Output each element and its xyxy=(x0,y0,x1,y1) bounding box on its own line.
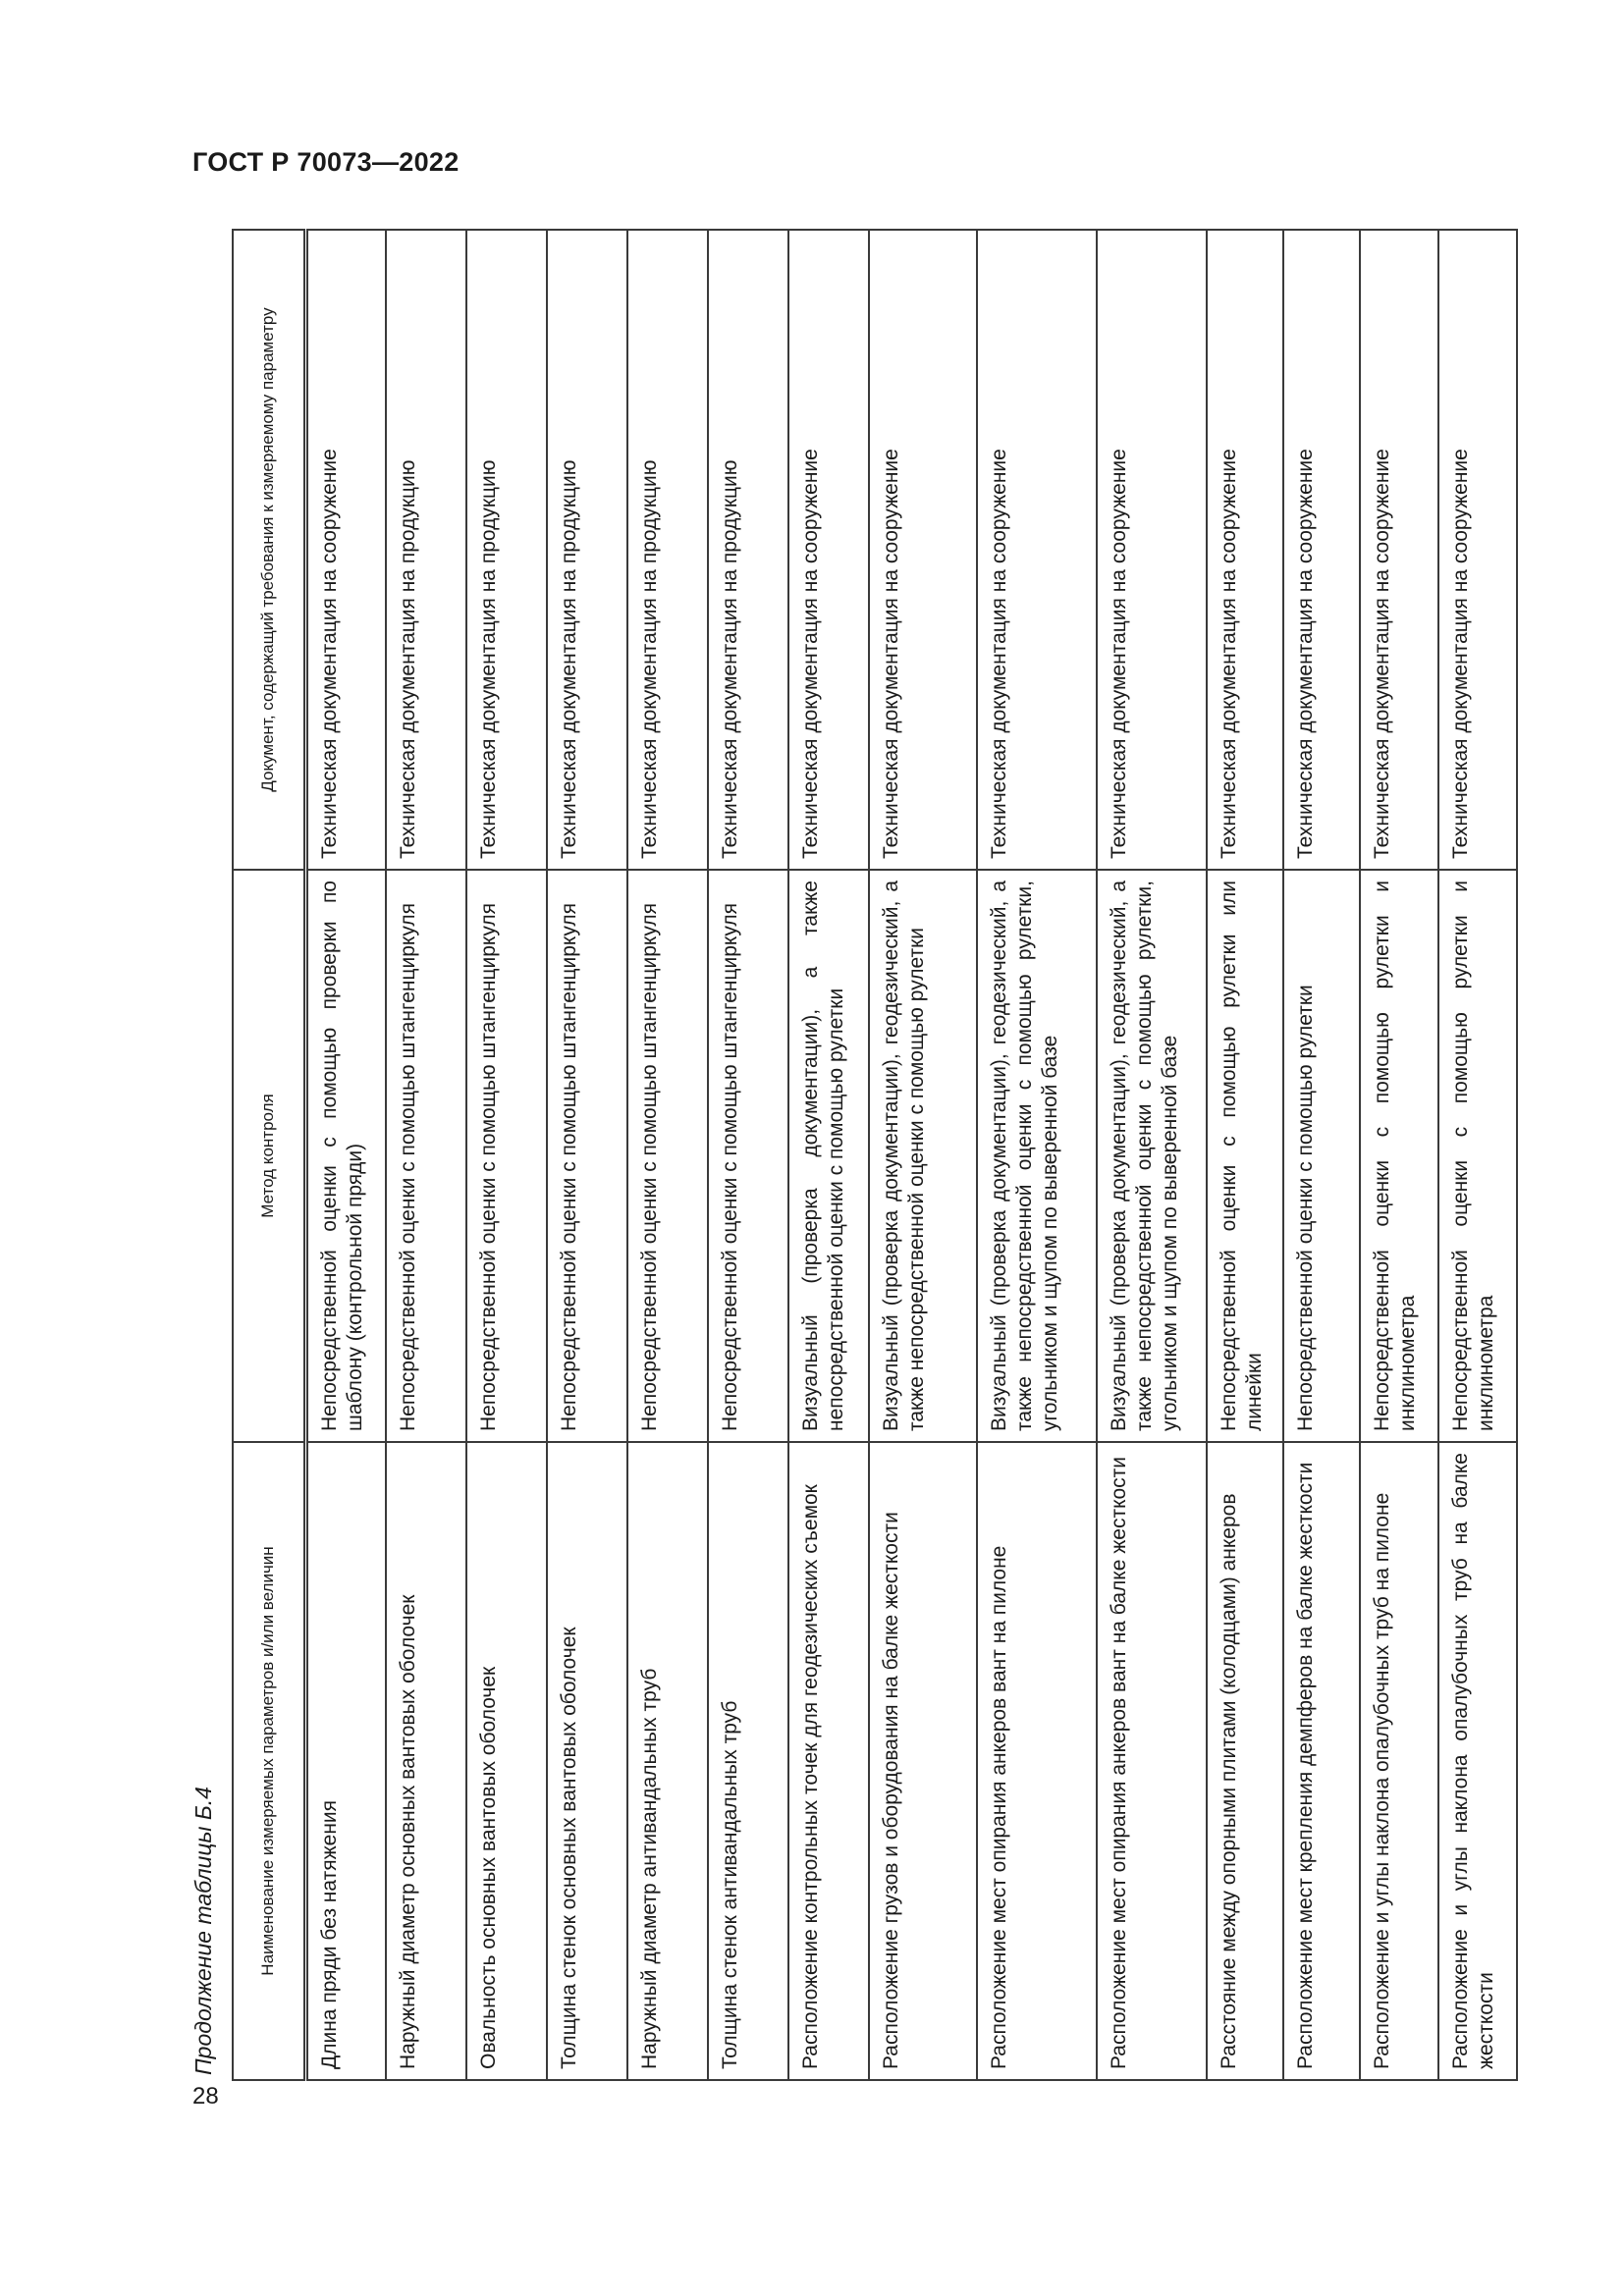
table-row xyxy=(1207,230,1283,2080)
table-header-row xyxy=(233,230,305,2080)
table-row xyxy=(547,230,627,2080)
parameter-cell: Наружный диаметр антивандальных труб xyxy=(627,1442,708,2080)
parameter-cell: Расположение и углы наклона опалубочных труб на пилоне xyxy=(1360,1442,1438,2080)
method-cell: Непосредственной оценки с помощью штангенциркуля xyxy=(708,870,788,1442)
parameter-cell: Расположение мест опирания анкеров вант на балке жесткости xyxy=(1097,1442,1207,2080)
measurement-table xyxy=(232,229,1518,2081)
parameter-cell: Толщина стенок основных вантовых оболочек xyxy=(547,1442,627,2080)
method-cell: Непосредственной оценки с помощью штангенциркуля xyxy=(466,870,547,1442)
parameter-cell: Расстояние между опорными плитами (колодцами) анкеров xyxy=(1207,1442,1283,2080)
document-cell: Техническая документация на сооружение xyxy=(1283,230,1360,870)
column-header-method: Метод контроля xyxy=(233,870,305,1442)
table-row xyxy=(708,230,788,2080)
page-number: 28 xyxy=(192,2083,219,2109)
rotated-table-block xyxy=(187,231,1498,2081)
document-cell: Техническая документация на продукцию xyxy=(386,230,466,870)
method-cell: Непосредственной оценки с помощью рулетки или линейки xyxy=(1207,870,1283,1442)
parameter-cell: Длина пряди без натяжения xyxy=(305,1442,386,2080)
method-cell: Непосредственной оценки с помощью рулетки и инклинометра xyxy=(1360,870,1438,1442)
table-row xyxy=(466,230,547,2080)
table-row xyxy=(627,230,708,2080)
document-cell: Техническая документация на сооружение xyxy=(869,230,977,870)
parameter-cell: Наружный диаметр основных вантовых оболочек xyxy=(386,1442,466,2080)
method-cell: Непосредственной оценки с помощью штангенциркуля xyxy=(627,870,708,1442)
parameter-cell: Расположение грузов и оборудования на балке жесткости xyxy=(869,1442,977,2080)
document-cell: Техническая документация на продукцию xyxy=(547,230,627,870)
parameter-cell: Расположение и углы наклона опалубочных труб на балке жесткости xyxy=(1438,1442,1517,2080)
document-cell: Техническая документация на сооружение xyxy=(788,230,869,870)
method-cell: Визуальный (проверка документации), геодезический, а также непосредственной оценки с помощью рулетки xyxy=(869,870,977,1442)
method-cell: Визуальный (проверка документации), геодезический, а также непосредственной оценки с помощью рулетки, угольником и щупом по выверенной базе xyxy=(977,870,1097,1442)
table-row xyxy=(386,230,466,2080)
table-row xyxy=(1097,230,1207,2080)
table-row xyxy=(869,230,977,2080)
parameter-cell: Овальность основных вантовых оболочек xyxy=(466,1442,547,2080)
document-cell: Техническая документация на сооружение xyxy=(1207,230,1283,870)
method-cell: Непосредственной оценки с помощью штангенциркуля xyxy=(386,870,466,1442)
parameter-cell: Толщина стенок антивандальных труб xyxy=(708,1442,788,2080)
document-cell: Техническая документация на продукцию xyxy=(466,230,547,870)
method-cell: Непосредственной оценки с помощью рулетки xyxy=(1283,870,1360,1442)
document-cell: Техническая документация на сооружение xyxy=(977,230,1097,870)
table-row xyxy=(1360,230,1438,2080)
method-cell: Непосредственной оценки с помощью проверки по шаблону (контрольной пряди) xyxy=(305,870,386,1442)
column-header-parameter: Наименование измеряемых параметров и/или величин xyxy=(233,1442,305,2080)
document-header: ГОСТ Р 70073—2022 xyxy=(192,147,460,177)
method-cell: Визуальный (проверка документации), геодезический, а также непосредственной оценки с помощью рулетки, угольником и щупом по выверенной базе xyxy=(1097,870,1207,1442)
method-cell: Непосредственной оценки с помощью штангенциркуля xyxy=(547,870,627,1442)
document-cell: Техническая документация на сооружение xyxy=(305,230,386,870)
document-cell: Техническая документация на продукцию xyxy=(708,230,788,870)
document-cell: Техническая документация на сооружение xyxy=(1438,230,1517,870)
parameter-cell: Расположение контрольных точек для геодезических съемок xyxy=(788,1442,869,2080)
table-row xyxy=(1438,230,1517,2080)
method-cell: Визуальный (проверка документации), а также непосредственной оценки с помощью рулетки xyxy=(788,870,869,1442)
method-cell: Непосредственной оценки с помощью рулетки и инклинометра xyxy=(1438,870,1517,1442)
document-cell: Техническая документация на сооружение xyxy=(1360,230,1438,870)
table-row xyxy=(1283,230,1360,2080)
parameter-cell: Расположение мест крепления демпферов на балке жесткости xyxy=(1283,1442,1360,2080)
document-cell: Техническая документация на сооружение xyxy=(1097,230,1207,870)
document-cell: Техническая документация на продукцию xyxy=(627,230,708,870)
table-caption: Продолжение таблицы Б.4 xyxy=(190,1787,216,2075)
parameter-cell: Расположение мест опирания анкеров вант на пилоне xyxy=(977,1442,1097,2080)
table-row xyxy=(788,230,869,2080)
table-row xyxy=(305,230,386,2080)
column-header-document: Документ, содержащий требования к измеряемому параметру xyxy=(233,230,305,870)
table-row xyxy=(977,230,1097,2080)
